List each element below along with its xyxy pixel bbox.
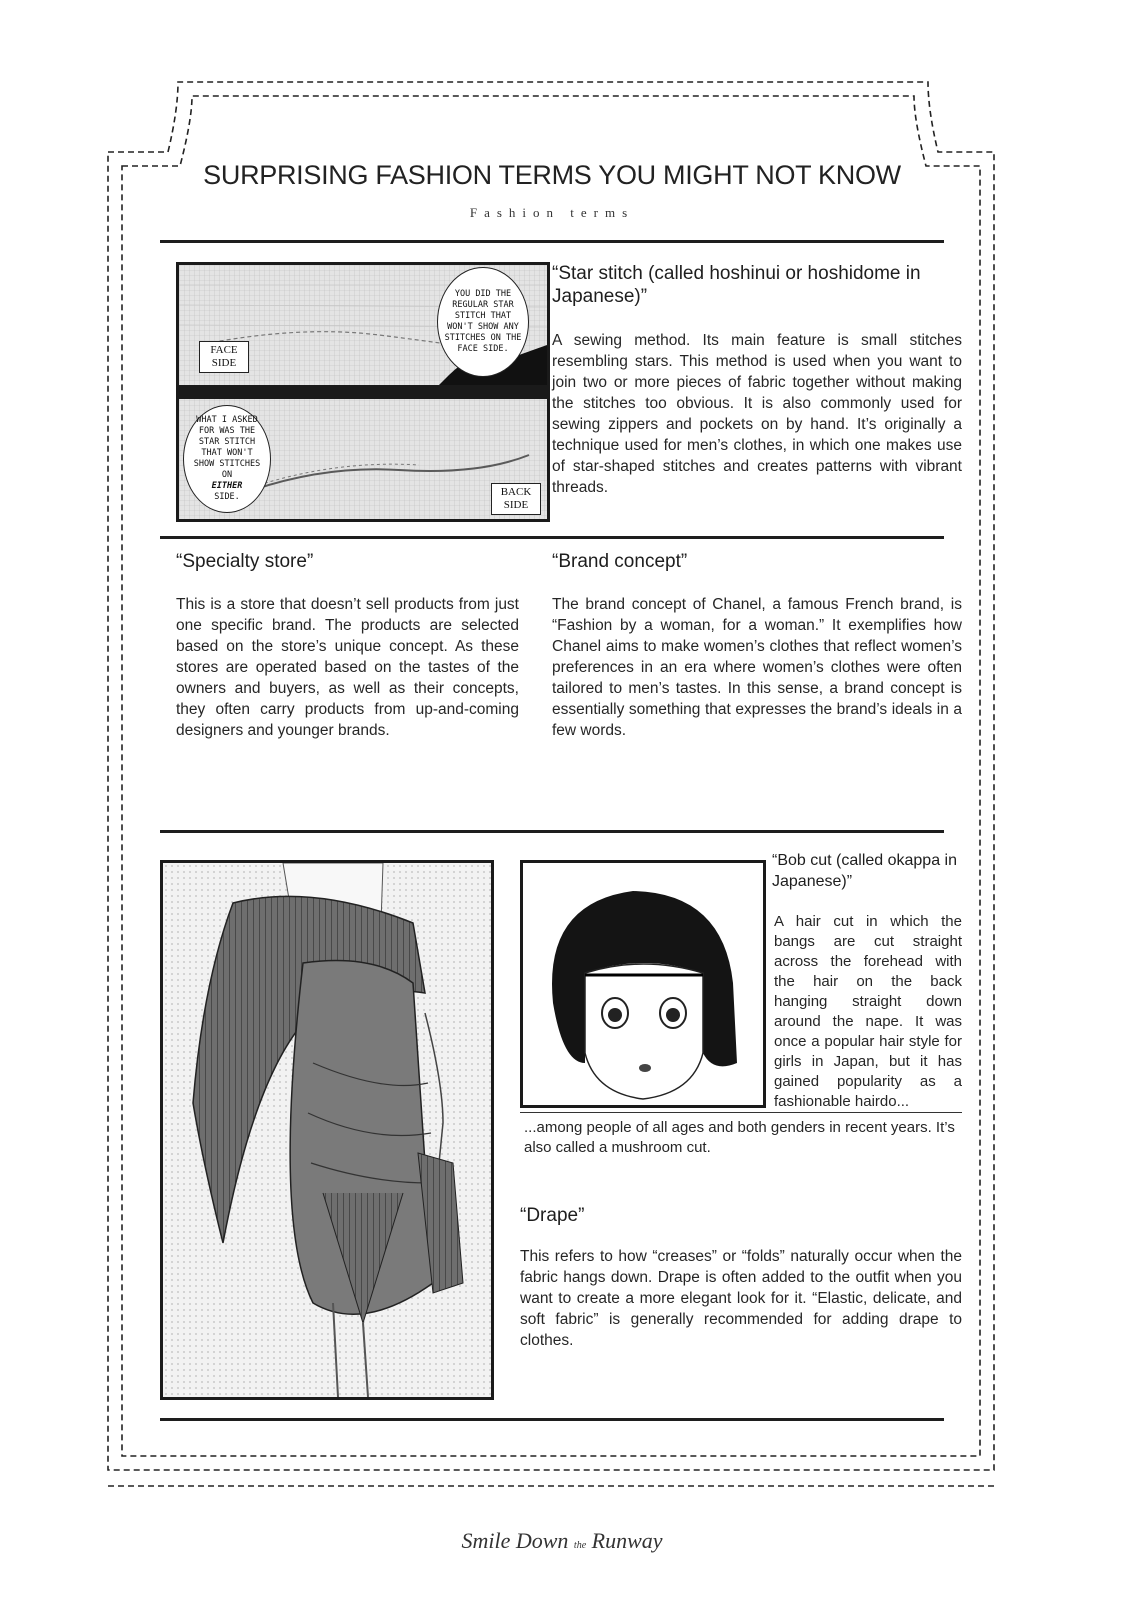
term-heading-specialty-store: “Specialty store” <box>176 551 314 572</box>
page-subtitle: Fashion terms <box>469 205 635 220</box>
bubble-text: WHAT I ASKED FOR WAS THE STAR STITCH THAT WON'T SHOW STITCHES ON <box>193 415 261 480</box>
term-heading-bob-cut: “Bob cut (called okappa in Japanese)” <box>772 852 957 890</box>
term-heading-star-stitch: “Star stitch (called hoshinui or hoshidome in Japanese)” <box>552 263 921 307</box>
term-heading-brand-concept: “Brand concept” <box>552 551 688 572</box>
divider <box>160 240 944 243</box>
logo-text: the <box>573 1540 587 1551</box>
bubble-emphasis: EITHER <box>211 481 243 491</box>
divider <box>160 830 944 833</box>
logo-text: Runway <box>591 1528 663 1553</box>
term-body-drape: This refers to how “creases” or “folds” naturally occur when the fabric hangs down. Drape is often added to the outfit when you want to create a more elegant look for it. “Elastic, delicate, and soft fabric” is generally recommended for adding drape to clothes. <box>520 1248 962 1349</box>
term-heading-drape: “Drape” <box>520 1205 585 1226</box>
speech-bubble: YOU DID THE REGULAR STAR STITCH THAT WON'T SHOW ANY STITCHES ON THE FACE SIDE. <box>437 267 529 377</box>
divider <box>160 1418 944 1421</box>
logo-text: Smile Down <box>461 1528 569 1553</box>
term-body-bob-cut: A hair cut in which the bangs are cut straight across the forehead with the hair on the back hanging straight down around the nape. It was once a popular hair style for girls in Japan, but it has gained popularity as a fashionable hairdo... <box>774 913 962 1110</box>
page-title: SURPRISING FASHION TERMS YOU MIGHT NOT KNOW <box>203 160 901 190</box>
series-logo <box>440 1528 684 1554</box>
back-side-tag: BACK SIDE <box>491 483 541 515</box>
face-side-tag: FACE SIDE <box>199 341 249 373</box>
bob-cut-continued: ...among people of all ages and both genders in recent years. It’s also called a mushroom cut. <box>524 1119 955 1156</box>
term-body-specialty-store: This is a store that doesn’t sell products from just one specific brand. The products are selected based on the store’s unique concept. As these stores are operated based on the tastes of the owners and buyers, as well as their concepts, they often carry products from up-and-coming designers and younger brands. <box>176 596 519 739</box>
bubble-text: SIDE. <box>214 492 240 502</box>
drape-dress-panel <box>160 860 494 1400</box>
divider-thin <box>520 1112 962 1113</box>
divider <box>160 536 944 539</box>
term-body-star-stitch: A sewing method. Its main feature is small stitches resembling stars. This method is used when you want to join two or more pieces of fabric together without making the stitches too obvious. It is also commonly used for sewing zippers and pockets on by hand. It’s originally a technique used for men’s clothes, in which one makes use of star-shaped stitches and creates patterns with vibrant threads. <box>552 332 962 496</box>
dress-illustration <box>163 863 491 1397</box>
bob-cut-illustration <box>523 863 763 1105</box>
star-stitch-panel <box>176 262 550 522</box>
term-body-brand-concept: The brand concept of Chanel, a famous French brand, is “Fashion by a woman, for a woman.” It exemplifies how Chanel aims to make women’s clothes that reflect women’s preferences in an era where women’s clothes were often tailored to men’s tastes. In this sense, a brand concept is essentially something that expresses the brand’s ideals in a few words. <box>552 596 962 739</box>
speech-bubble <box>183 405 271 513</box>
bob-cut-panel <box>520 860 766 1108</box>
